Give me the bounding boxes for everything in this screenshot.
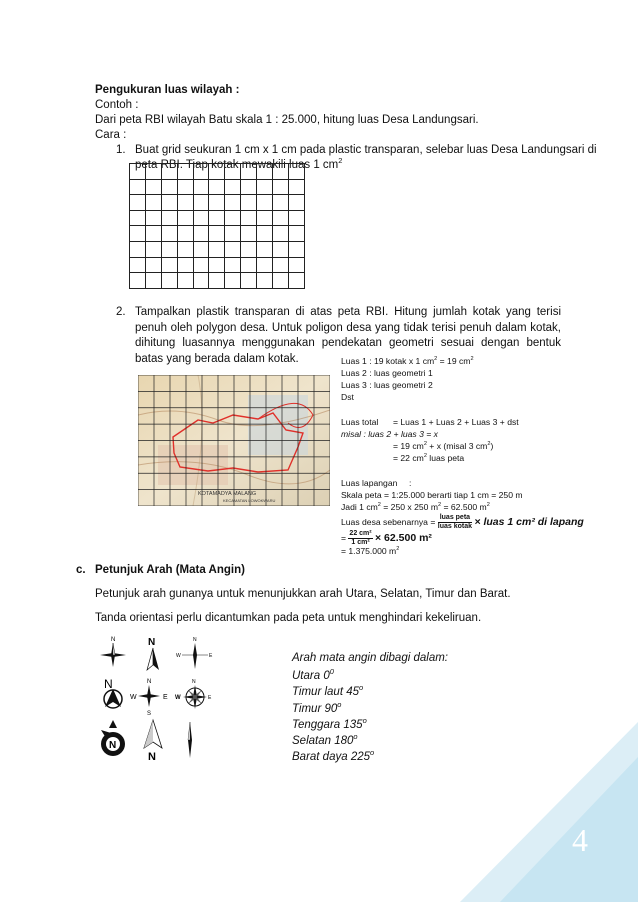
svg-text:W: W — [130, 694, 137, 701]
grid-cell — [161, 257, 177, 273]
svg-text:E: E — [208, 695, 212, 701]
calc-result: = 1.375.000 $m^2$ — [341, 546, 400, 556]
arah-item: Barat daya 225$^o$ — [292, 748, 375, 764]
grid-row — [130, 210, 305, 226]
grid-cell — [273, 241, 289, 257]
calc-lapangan-label: Luas lapangan — [341, 478, 398, 488]
grid-row — [130, 241, 305, 257]
calc-desa: Luas desa sebenarnya = $\frac{\text{luas peta}}{\text{luas kotak}}$ × luas 1 cm² di lapang — [341, 514, 584, 530]
grid-cell — [177, 164, 193, 180]
grid-cell — [273, 257, 289, 273]
step1-line2: peta RBI. Tiap kotak mewakili luas 1 $cm^2$ — [135, 156, 343, 171]
grid-cell — [273, 273, 289, 289]
grid-cell — [209, 195, 225, 211]
arah-item: Tenggara 135$^o$ — [292, 716, 367, 731]
grid-cell — [161, 179, 177, 195]
svg-text:N: N — [192, 679, 196, 685]
grid-cell — [257, 210, 273, 226]
grid-cell — [130, 241, 146, 257]
grid-cell — [209, 164, 225, 180]
grid-row — [130, 195, 305, 211]
calc-luas2: Luas 2 : luas geometri 1 — [341, 368, 433, 378]
grid-cell — [177, 257, 193, 273]
grid-cell — [177, 210, 193, 226]
grid-cell — [193, 226, 209, 242]
grid-cell — [177, 273, 193, 289]
compass-rose-star-icon — [96, 634, 130, 676]
grid-cell — [288, 257, 304, 273]
svg-text:N: N — [104, 677, 113, 691]
grid-cell — [288, 195, 304, 211]
grid-cell — [193, 195, 209, 211]
grid-cell — [241, 257, 257, 273]
calc-total-eq: = Luas 1 + Luas 2 + Luas 3 + dst — [393, 417, 519, 427]
section-c-para2: Tanda orientasi perlu dicantumkan pada peta untuk menghindari kekeliruan. — [95, 612, 482, 624]
grid-row — [130, 164, 305, 180]
svg-text:N: N — [109, 740, 117, 751]
north-arrow-outline-icon — [140, 718, 166, 762]
grid-cell — [288, 210, 304, 226]
grid-cell — [145, 195, 161, 211]
grid-cell — [161, 273, 177, 289]
grid-cell — [288, 164, 304, 180]
grid-cell — [177, 179, 193, 195]
grid-cell — [225, 226, 241, 242]
grid-cell — [161, 164, 177, 180]
grid-cell — [130, 226, 146, 242]
north-badge-icon — [96, 675, 130, 715]
contoh-label: Contoh : — [95, 99, 139, 111]
calc-eq-fraction: = $\frac{\text{22 cm²}}{\text{1 cm²}}$ × 62.500 m² — [341, 530, 432, 546]
grid-cell — [225, 273, 241, 289]
grid-cell — [257, 164, 273, 180]
arah-item: Utara $0^0$ — [292, 667, 334, 682]
calc-jadi: Jadi 1 $cm^2 = 250$ x 250 $m^2 = 62.500$ $m^2$ — [341, 502, 490, 512]
grid-row — [130, 257, 305, 273]
section-title-luas: Pengukuran luas wilayah : — [95, 84, 240, 96]
calc-eq2: = 19 $cm^2 + x$ (misal 3 $cm^2$) — [393, 441, 494, 451]
grid-cell — [241, 195, 257, 211]
grid-cell — [145, 257, 161, 273]
grid-cell — [225, 257, 241, 273]
grid-cell — [145, 164, 161, 180]
svg-text:W: W — [176, 653, 181, 659]
grid-cell — [161, 195, 177, 211]
grid-cell — [193, 164, 209, 180]
cara-label: Cara : — [95, 129, 127, 141]
grid-cell — [225, 179, 241, 195]
grid-cell — [241, 273, 257, 289]
page-number: 4 — [572, 822, 588, 858]
grid-cell — [145, 179, 161, 195]
north-needle-icon — [182, 718, 198, 762]
step2-text: Tampalkan plastik transparan di atas peta RBI. Hitung jumlah kotak yang terisi penuh oleh polygon desa. Untuk poligon desa yang tidak terisi penuh dalam kotak, dihitung luasannya menggunakan pendekatan geometri sesuai dengan bentuk batas yang berada dalam kotak. — [135, 306, 561, 365]
grid-cell — [177, 226, 193, 242]
corner-decoration — [440, 722, 638, 902]
grid-cell — [241, 179, 257, 195]
svg-text:W: W — [175, 695, 181, 701]
grid-cell — [130, 257, 146, 273]
grid-cell — [209, 273, 225, 289]
grid-cell — [193, 210, 209, 226]
grid-cell — [193, 257, 209, 273]
grid-cell — [161, 210, 177, 226]
grid-cell — [209, 226, 225, 242]
grid-cell — [241, 210, 257, 226]
north-disc-icon — [96, 718, 130, 762]
arah-item: Timur 90$^o$ — [292, 699, 342, 715]
arah-list — [292, 668, 374, 766]
grid-cell — [225, 164, 241, 180]
grid-cell — [273, 210, 289, 226]
grid-cell — [225, 195, 241, 211]
calc-luas1: Luas 1 : 19 kotak x 1 $cm^2 = 19$ $cm^2$ — [341, 356, 474, 366]
grid-cell — [161, 241, 177, 257]
grid-cell — [130, 195, 146, 211]
svg-text:E: E — [209, 653, 213, 659]
grid-cell — [177, 241, 193, 257]
grid-cell — [193, 179, 209, 195]
grid-cell — [130, 164, 146, 180]
grid-row — [130, 226, 305, 242]
grid-cell — [257, 226, 273, 242]
grid-cell — [145, 226, 161, 242]
grid-cell — [193, 241, 209, 257]
svg-text:N: N — [193, 637, 197, 643]
step2-number: 2. — [116, 306, 126, 318]
grid-cell — [257, 179, 273, 195]
calc-lapangan-colon: : — [409, 478, 412, 488]
grid-cell — [225, 210, 241, 226]
grid-cell — [257, 273, 273, 289]
grid-cell — [209, 241, 225, 257]
grid-cell — [241, 226, 257, 242]
grid-cell — [177, 195, 193, 211]
arah-title: Arah mata angin dibagi dalam: — [292, 652, 448, 664]
grid-cell — [273, 164, 289, 180]
grid-cell — [273, 179, 289, 195]
calc-luas3: Luas 3 : luas geometri 2 — [341, 380, 433, 390]
calc-eq3: = 22 $cm^2$ luas peta — [393, 453, 465, 463]
svg-text:N: N — [147, 679, 152, 685]
contoh-text: Dari peta RBI wilayah Batu skala 1 : 25.000, hitung luas Desa Landungsari. — [95, 114, 479, 126]
grid-cell — [273, 195, 289, 211]
grid-illustration — [129, 163, 305, 289]
grid-cell — [273, 226, 289, 242]
grid-cell — [161, 226, 177, 242]
grid-cell — [130, 273, 146, 289]
grid-cell — [209, 210, 225, 226]
svg-text:N: N — [148, 751, 156, 762]
rbi-map-with-grid — [138, 375, 330, 506]
calc-skala: Skala peta = 1:25.000 berarti tiap 1 cm = 250 m — [341, 490, 523, 500]
grid-cell — [145, 210, 161, 226]
grid-cell — [288, 241, 304, 257]
compass-needle-icon — [176, 634, 216, 676]
compass-cross-icon — [126, 675, 172, 717]
section-c-title: Petunjuk Arah (Mata Angin) — [95, 564, 245, 576]
grid-cell — [257, 257, 273, 273]
arah-item: Timur laut 45$^o$ — [292, 683, 364, 699]
grid-cell — [241, 241, 257, 257]
grid-cell — [257, 195, 273, 211]
section-c-para1: Petunjuk arah gunanya untuk menunjukkan arah Utara, Selatan, Timur dan Barat. — [95, 588, 511, 600]
grid-cell — [241, 164, 257, 180]
grid-row — [130, 179, 305, 195]
calc-dst: Dst — [341, 392, 354, 402]
grid-cell — [130, 179, 146, 195]
map-label-kec: KECAMATAN LOWOKWARU — [223, 498, 276, 503]
grid-cell — [130, 210, 146, 226]
grid-cell — [145, 241, 161, 257]
grid-cell — [288, 179, 304, 195]
grid-cell — [193, 273, 209, 289]
grid-cell — [225, 241, 241, 257]
section-c-letter: c. — [76, 564, 86, 576]
svg-text:E: E — [163, 694, 168, 701]
svg-text:N: N — [148, 637, 156, 648]
arah-item: Selatan 180$^o$ — [292, 732, 358, 748]
grid-cell — [145, 273, 161, 289]
grid-cell — [288, 273, 304, 289]
map-label-kota: KOTAMADYA MALANG — [198, 491, 257, 497]
svg-text:S: S — [147, 711, 152, 717]
step1-number: 1. — [116, 144, 126, 156]
calc-misal: misal : luas 2 + luas 3 = x — [341, 429, 438, 439]
step1-line1: Buat grid seukuran 1 cm x 1 cm pada plastic transparan, selebar luas Desa Landungsari di — [135, 144, 597, 156]
compass-rose-circle-icon — [174, 675, 216, 717]
grid-cell — [209, 179, 225, 195]
grid-cell — [209, 257, 225, 273]
north-arrow-icon — [142, 634, 164, 676]
grid-cell — [257, 241, 273, 257]
grid-row — [130, 273, 305, 289]
calc-total-label: Luas total — [341, 417, 379, 427]
grid-cell — [288, 226, 304, 242]
svg-text:N: N — [111, 637, 116, 643]
